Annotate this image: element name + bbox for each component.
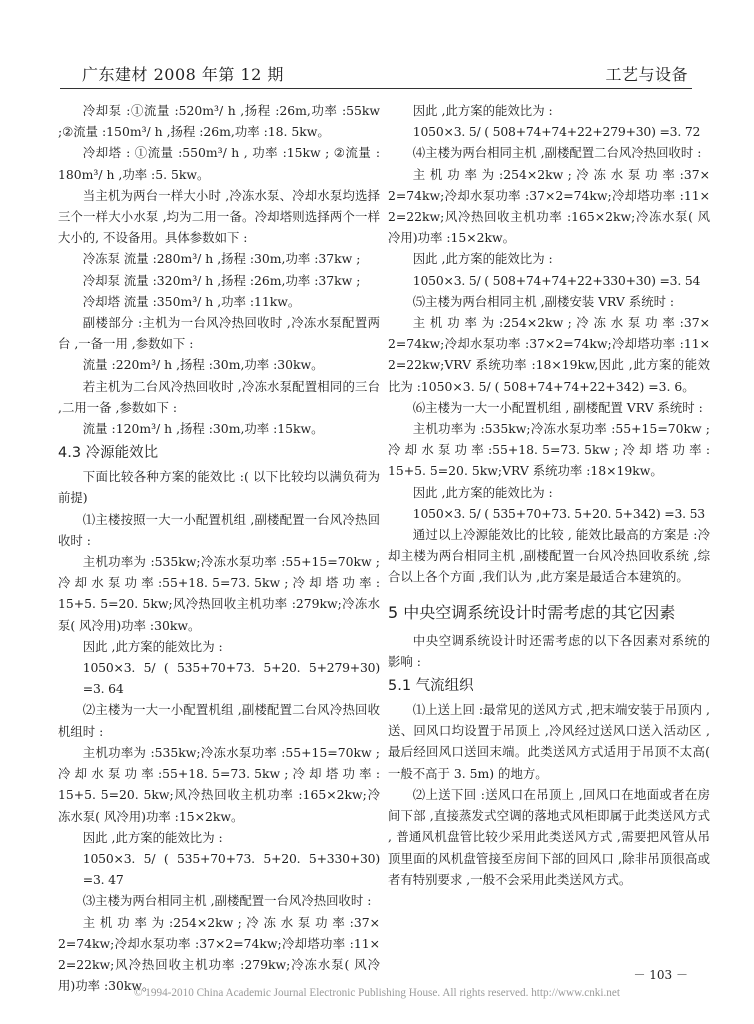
paragraph: 主机功率为 :535kw;冷冻水泵功率 :55+15=70kw ;冷 却 水 泵 功 率 :55+18. 5=73. 5kw ; 冷 却 塔 功 率 : 15+5. 5=20. 5kw;风冷热回收主机功率 :279kw;冷冻水泵( 风冷用)功率 :30kw。: [58, 554, 380, 633]
journal-title: 广东建材 2008 年第 12 期: [82, 65, 284, 84]
paragraph: 因此 ,此方案的能效比为 :: [412, 103, 553, 118]
paragraph: 主机功率为 :535kw;冷冻水泵功率 :55+15=70kw ;冷 却 水 泵 功 率 :55+18. 5=73. 5kw ; 冷 却 塔 功 率 : 15+5. 5=20. 5kw;VRV 系统功率 :18×19kw。: [388, 421, 710, 479]
paragraph: 副楼部分 :主机为一台风冷热回收时 ,冷冻水泵配置两台 ,一备一用 ,参数如下 :: [58, 315, 380, 352]
section-heading: 5 中央空调系统设计时需考虑的其它因素: [388, 602, 676, 622]
paragraph: 因此 ,此方案的能效比为 :: [82, 638, 223, 654]
paragraph: 因此 ,此方案的能效比为 :: [412, 251, 553, 267]
paragraph: 因此 ,此方案的能效比为 :: [412, 484, 553, 500]
equation-line: 1050×3. 5/ ( 508+74+74+22+279+30) =3. 72: [412, 124, 701, 140]
paragraph: ⑴上送上回 :最常见的送风方式 ,把末端安装于吊顶内 ,送、回风口均设置于吊顶上 ,冷风经过送风口送入活动区 ,最后经回风口送回末端。此类送风方式适用于吊顶不太高( 一般不高于 3. 5m) 的地方。: [388, 702, 710, 781]
paragraph: 冷却塔 : ①流量 :550m³/ h , 功率 :15kw ; ②流量 : 180m³/ h ,功率 :5. 5kw。: [58, 145, 380, 182]
paragraph: 因此 ,此方案的能效比为 :: [82, 829, 223, 845]
paragraph: 流量 :120m³/ h ,扬程 :30m,功率 :15kw。: [82, 421, 324, 437]
paragraph: ⑵上送下回 :送风口在吊顶上 ,回风口在地面或者在房间下部 ,直接蒸发式空调的落地式风柜即属于此类送风方式 , 普通风机盘管比较少采用此类送风方式 ,需要把风管从吊顶里面的风机盘管接至房间下部的回风口 ,除非吊顶很高或者有特别要求 ,一般不会采用此类送风方式。: [388, 786, 710, 887]
equation-line: 1050×3. 5/ ( 535+70+73. 5+20. 5+330+30) =3. 47: [82, 850, 380, 888]
copyright-footer: © 1994-2010 China Academic Journal Electronic Publishing House. All rights reserved. http://www.cnki.net: [134, 987, 620, 999]
paragraph: ⑸主楼为两台相同主机 ,副楼安装 VRV 系统时 :: [412, 293, 675, 309]
paragraph: ⑶主楼为两台相同主机 ,副楼配置一台风冷热回收时 :: [82, 893, 372, 909]
paragraph: 冷却泵 :①流量 :520m³/ h ,扬程 :26m,功率 :55kw ;②流量 :150m³/ h ,扬程 :26m,功率 :18. 5kw。: [58, 103, 380, 140]
paragraph: 主机功率为 :535kw;冷冻水泵功率 :55+15=70kw ;冷 却 水 泵 功 率 :55+18. 5=73. 5kw ; 冷 却 塔 功 率 : 15+5. 5=20. 5kw;风冷热回收主机功率 :165×2kw;冷冻水泵( 风冷用)功率 :15×2kw。: [58, 744, 380, 824]
paragraph: 主 机 功 率 为 :254×2kw ; 冷 冻 水 泵 功 率 :37× 2=74kw;冷却水泵功率 :37×2=74kw;冷却塔功率 :11× 2=22kw;风冷热回收主机功率 :165×2kw;冷冻水泵( 风冷用)功率 :15×2kw。: [388, 166, 710, 246]
section-title: 工艺与设备: [605, 65, 688, 84]
paragraph: 冷却泵 流量 :320m³/ h ,扬程 :26m,功率 :37kw ;: [82, 272, 361, 288]
equation-line: 1050×3. 5/ ( 535+70+73. 5+20. 5+279+30) =3. 64: [82, 660, 380, 697]
paragraph: 当主机为两台一样大小时 ,冷冻水泵、冷却水泵均选择三个一样大小水泵 ,均为二用一备。冷却塔则选择两个一样大小的, 不设备用。具体参数如下 :: [58, 187, 380, 246]
subsection-heading: 4.3 冷源能效比: [58, 445, 159, 462]
paragraph: ⑹主楼为一大一小配置机组 , 副楼配置 VRV 系统时 :: [412, 399, 703, 415]
paragraph: 中央空调系统设计时还需考虑的以下各因素对系统的影响 :: [388, 632, 710, 669]
paragraph: 通过以上冷源能效比的比较 , 能效比最高的方案是 :冷却主楼为两台相同主机 ,副楼配置一台风冷热回收系统 ,综合以上各个方面 ,我们认为 ,此方案是最适合本建筑的。: [388, 527, 710, 585]
paragraph: 下面比较各种方案的能效比 :( 以下比较均以满负荷为前提): [58, 469, 380, 506]
paragraph: 流量 :220m³/ h ,扬程 :30m,功率 :30kw。: [82, 357, 324, 373]
page-number: － 103 －: [633, 968, 688, 982]
running-header: [60, 56, 692, 89]
equation-line: 1050×3. 5/ ( 508+74+74+22+330+30) =3. 54: [412, 272, 701, 288]
paragraph: 主 机 功 率 为 :254×2kw ; 冷 冻 水 泵 功 率 :37× 2=74kw;冷却水泵功率 :37×2=74kw;冷却塔功率 :11× 2=22kw;VRV 系统功率 :18×19kw,因此 ,此方案的能效比为 :1050×3. 5/ ( 508+74+74+22+342) =3. 6。: [388, 315, 710, 394]
right-column: [388, 100, 710, 890]
paragraph: ⑵主楼为一大一小配置机组 ,副楼配置二台风冷热回收机组时 :: [58, 702, 380, 739]
subsection-heading: 5.1 气流组织: [388, 678, 474, 695]
paragraph: 主 机 功 率 为 :254×2kw ; 冷 冻 水 泵 功 率 :37× 2=74kw;冷却水泵功率 :37×2=74kw;冷却塔功率 :11× 2=22kw;风冷热回收主机功率 :279kw;冷冻水泵( 风冷用)功率 :30kw。: [58, 914, 380, 994]
equation-line: 1050×3. 5/ ( 535+70+73. 5+20. 5+342) =3. 53: [412, 505, 705, 521]
paragraph: 冷冻泵 流量 :280m³/ h ,扬程 :30m,功率 :37kw ;: [82, 251, 361, 267]
paragraph: 冷却塔 流量 :350m³/ h ,功率 :11kw。: [82, 293, 301, 309]
left-column: [58, 100, 380, 996]
paragraph: ⑷主楼为两台相同主机 ,副楼配置二台风冷热回收时 :: [412, 145, 702, 161]
paragraph: 若主机为二台风冷热回收时 ,冷冻水泵配置相同的三台 ,二用一备 ,参数如下 :: [58, 378, 380, 415]
paragraph: ⑴主楼按照一大一小配置机组 ,副楼配置一台风冷热回收时 :: [58, 511, 380, 548]
